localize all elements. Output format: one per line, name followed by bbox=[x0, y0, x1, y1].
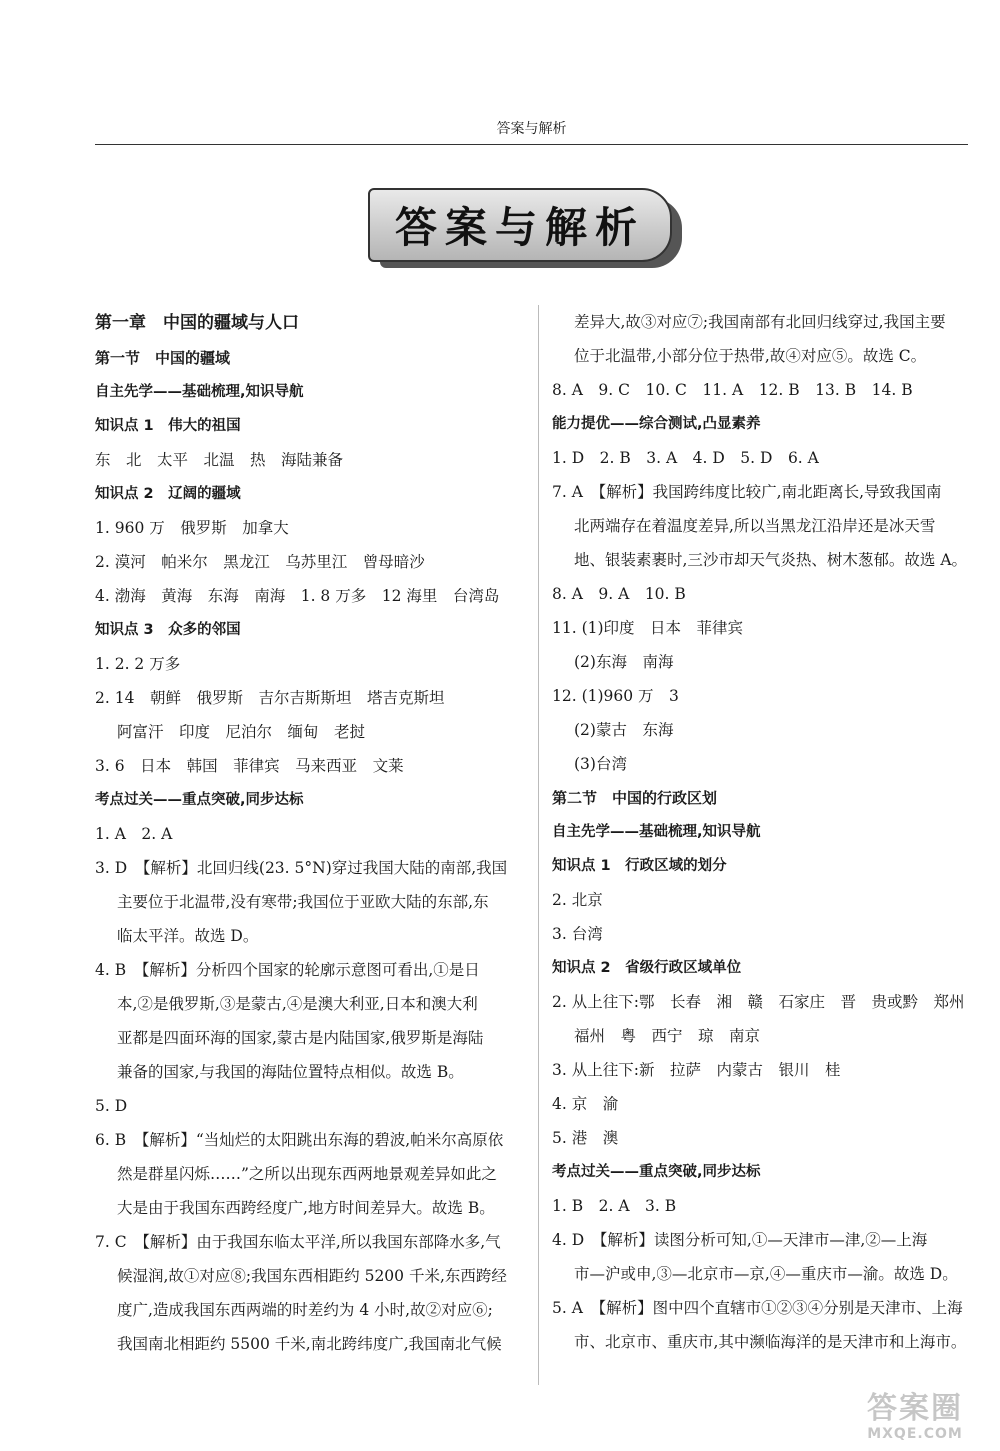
knowledge-point: 知识点 1 伟大的祖国 bbox=[95, 418, 241, 434]
watermark-logo bbox=[835, 1392, 995, 1447]
answer-line: 1. A 2. A bbox=[95, 825, 173, 843]
knowledge-point: 知识点 1 行政区域的划分 bbox=[552, 858, 727, 874]
answer-line: 3. 6 日本 韩国 菲律宾 马来西亚 文莱 bbox=[95, 757, 404, 775]
answer-line: 7. C 【解析】由于我国东临太平洋,所以我国东部降水多,气 bbox=[95, 1233, 501, 1251]
answer-line: 地、银装素裹时,三沙市却天气炎热、树木葱郁。故选 A。 bbox=[574, 551, 968, 569]
watermark-text: 答案圈 bbox=[867, 1391, 963, 1426]
answer-line: 3. D 【解析】北回归线(23. 5°N)穿过我国大陆的南部,我国 bbox=[95, 859, 508, 877]
subheading: 考点过关——重点突破,同步达标 bbox=[552, 1164, 761, 1180]
left-column bbox=[95, 305, 525, 1361]
answer-line: 北两端存在着温度差异,所以当黑龙江沿岸还是冰天雪 bbox=[574, 517, 936, 535]
answer-line: 我国南北相距约 5500 千米,南北跨纬度广,我国南北气候 bbox=[117, 1335, 502, 1353]
answer-line: 候湿润,故①对应⑧;我国东西相距约 5200 千米,东西跨经 bbox=[117, 1267, 507, 1285]
answer-line: 4. D 【解析】读图分析可知,①—天津市—津,②—上海 bbox=[552, 1231, 928, 1249]
answer-line: (2)东海 南海 bbox=[574, 653, 674, 671]
running-header: 答案与解析 bbox=[95, 118, 968, 145]
answer-line: (2)蒙古 东海 bbox=[574, 721, 674, 739]
answer-line: 1. B 2. A 3. B bbox=[552, 1197, 677, 1215]
answer-line: 3. 从上往下:新 拉萨 内蒙古 银川 桂 bbox=[552, 1061, 841, 1079]
answer-line: 7. A 【解析】我国跨纬度比较广,南北距离长,导致我国南 bbox=[552, 483, 942, 501]
answer-line: 度广,造成我国东西两端的时差约为 4 小时,故②对应⑥; bbox=[117, 1301, 493, 1319]
answer-line: 5. 港 澳 bbox=[552, 1129, 619, 1147]
subheading: 自主先学——基础梳理,知识导航 bbox=[95, 384, 304, 400]
answer-line: 亚都是四面环海的国家,蒙古是内陆国家,俄罗斯是海陆 bbox=[117, 1029, 484, 1047]
answer-line: 位于北温带,小部分位于热带,故④对应⑤。故选 C。 bbox=[574, 347, 927, 365]
answer-line: (3)台湾 bbox=[574, 755, 627, 773]
knowledge-point: 知识点 3 众多的邻国 bbox=[95, 622, 241, 638]
answer-line: 5. A 【解析】图中四个直辖市①②③④分别是天津市、上海 bbox=[552, 1299, 963, 1317]
answer-line: 8. A 9. C 10. C 11. A 12. B 13. B 14. B bbox=[552, 381, 913, 399]
answer-line: 大是由于我国东西跨经度广,地方时间差异大。故选 B。 bbox=[117, 1199, 495, 1217]
answer-line: 12. (1)960 万 3 bbox=[552, 687, 679, 705]
knowledge-point: 知识点 2 省级行政区域单位 bbox=[552, 960, 742, 976]
answer-line: 8. A 9. A 10. B bbox=[552, 585, 686, 603]
chapter-title: 第一章 中国的疆域与人口 bbox=[95, 313, 299, 333]
knowledge-point: 知识点 2 辽阔的疆域 bbox=[95, 486, 241, 502]
subheading: 自主先学——基础梳理,知识导航 bbox=[552, 824, 761, 840]
watermark-url: MXQE.COM bbox=[867, 1426, 963, 1442]
answer-line: 2. 漠河 帕米尔 黑龙江 乌苏里江 曾母暗沙 bbox=[95, 553, 425, 571]
answer-line: 6. B 【解析】“当灿烂的太阳跳出东海的碧波,帕米尔高原依 bbox=[95, 1131, 504, 1149]
answer-line: 福州 粤 西宁 琼 南京 bbox=[574, 1027, 761, 1045]
answer-line: 3. 台湾 bbox=[552, 925, 603, 943]
answer-line: 然是群星闪烁……”之所以出现东西两地景观差异如此之 bbox=[117, 1165, 497, 1183]
answer-line: 东 北 太平 北温 热 海陆兼备 bbox=[95, 451, 344, 469]
answer-line: 2. 北京 bbox=[552, 891, 603, 909]
subheading: 能力提优——综合测试,凸显素养 bbox=[552, 416, 761, 432]
title-banner bbox=[368, 188, 683, 270]
answer-line: 本,②是俄罗斯,③是蒙古,④是澳大利亚,日本和澳大利 bbox=[117, 995, 478, 1013]
answer-line: 差异大,故③对应⑦;我国南部有北回归线穿过,我国主要 bbox=[574, 313, 946, 331]
answer-line: 市、北京市、重庆市,其中濒临海洋的是天津市和上海市。 bbox=[574, 1333, 967, 1351]
answer-line: 2. 14 朝鲜 俄罗斯 吉尔吉斯斯坦 塔吉克斯坦 bbox=[95, 689, 445, 707]
section-title: 第二节 中国的行政区划 bbox=[552, 789, 718, 807]
right-column bbox=[552, 305, 977, 1359]
answer-line: 1. 960 万 俄罗斯 加拿大 bbox=[95, 519, 289, 537]
section-title: 第一节 中国的疆域 bbox=[95, 349, 231, 367]
answer-line: 市—沪或申,③—北京市—京,④—重庆市—渝。故选 D。 bbox=[574, 1265, 958, 1283]
answer-line: 1. D 2. B 3. A 4. D 5. D 6. A bbox=[552, 449, 819, 467]
answer-line: 4. 渤海 黄海 东海 南海 1. 8 万多 12 海里 台湾岛 bbox=[95, 587, 500, 605]
answer-line: 临太平洋。故选 D。 bbox=[117, 927, 259, 945]
answer-line: 4. B 【解析】分析四个国家的轮廓示意图可看出,①是日 bbox=[95, 961, 480, 979]
answer-line: 兼备的国家,与我国的海陆位置特点相似。故选 B。 bbox=[117, 1063, 464, 1081]
banner-title: 答案与解析 bbox=[368, 188, 672, 262]
subheading: 考点过关——重点突破,同步达标 bbox=[95, 792, 304, 808]
answer-line: 11. (1)印度 日本 菲律宾 bbox=[552, 619, 744, 637]
answer-line: 阿富汗 印度 尼泊尔 缅甸 老挝 bbox=[117, 723, 366, 741]
answer-line: 1. 2. 2 万多 bbox=[95, 655, 181, 673]
answer-line: 2. 从上往下:鄂 长春 湘 赣 石家庄 晋 贵或黔 郑州 bbox=[552, 993, 965, 1011]
column-divider bbox=[538, 305, 539, 1385]
answer-line: 主要位于北温带,没有寒带;我国位于亚欧大陆的东部,东 bbox=[117, 893, 489, 911]
answer-line: 4. 京 渝 bbox=[552, 1095, 619, 1113]
answer-line: 5. D bbox=[95, 1097, 128, 1115]
